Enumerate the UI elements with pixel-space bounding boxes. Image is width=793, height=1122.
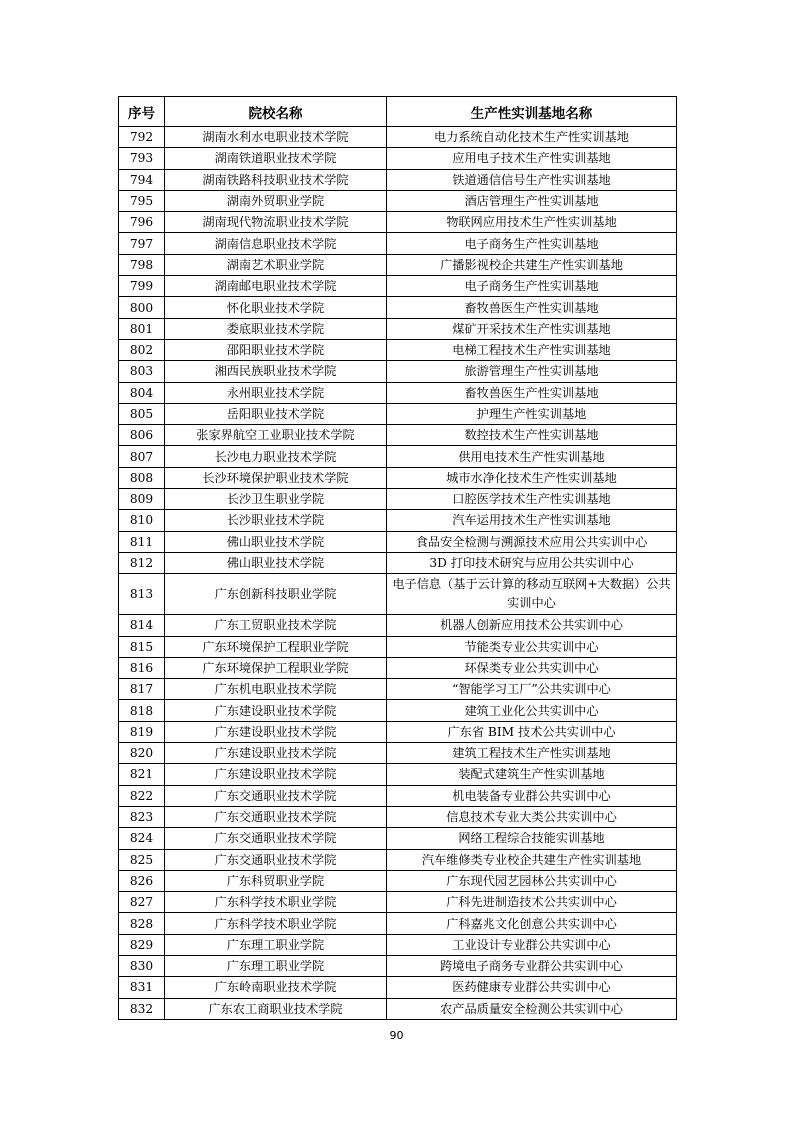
- row-school-name: 湖南外贸职业学院: [165, 190, 387, 211]
- row-base-name: 装配式建筑生产性实训基地: [387, 764, 677, 785]
- row-base-name: 网络工程综合技能实训基地: [387, 828, 677, 849]
- row-serial-number: 825: [119, 849, 165, 870]
- table-row: [119, 446, 677, 467]
- row-school-name: 广东理工职业学院: [165, 934, 387, 955]
- row-serial-number: 831: [119, 977, 165, 998]
- row-base-name: 建筑工程技术生产性实训基地: [387, 743, 677, 764]
- row-serial-number: 817: [119, 679, 165, 700]
- table-row: [119, 785, 677, 806]
- header-base-name: 生产性实训基地名称: [387, 97, 677, 127]
- row-serial-number: 806: [119, 425, 165, 446]
- row-school-name: 广东建设职业技术学院: [165, 721, 387, 742]
- row-school-name: 岳阳职业技术学院: [165, 403, 387, 424]
- row-base-name: 广科嘉兆文化创意公共实训中心: [387, 913, 677, 934]
- table-row: [119, 531, 677, 552]
- table-row: [119, 700, 677, 721]
- table-row: [119, 679, 677, 700]
- row-serial-number: 815: [119, 636, 165, 657]
- header-serial-number: 序号: [119, 97, 165, 127]
- row-school-name: 佛山职业技术学院: [165, 531, 387, 552]
- row-base-name: 节能类专业公共实训中心: [387, 636, 677, 657]
- row-base-name: 广东省 BIM 技术公共实训中心: [387, 721, 677, 742]
- row-serial-number: 801: [119, 318, 165, 339]
- row-serial-number: 803: [119, 361, 165, 382]
- row-serial-number: 829: [119, 934, 165, 955]
- row-base-name: 汽车运用技术生产性实训基地: [387, 510, 677, 531]
- row-school-name: 长沙职业技术学院: [165, 510, 387, 531]
- row-school-name: 长沙环境保护职业技术学院: [165, 467, 387, 488]
- row-base-name: 物联网应用技术生产性实训基地: [387, 212, 677, 233]
- table-row: [119, 233, 677, 254]
- table-row: [119, 977, 677, 998]
- row-school-name: 娄底职业技术学院: [165, 318, 387, 339]
- row-serial-number: 796: [119, 212, 165, 233]
- row-serial-number: 826: [119, 870, 165, 891]
- row-base-name: [387, 574, 677, 615]
- row-serial-number: 832: [119, 998, 165, 1019]
- table-row: [119, 403, 677, 424]
- row-base-name: 供用电技术生产性实训基地: [387, 446, 677, 467]
- row-school-name: 广东机电职业技术学院: [165, 679, 387, 700]
- row-base-name: 旅游管理生产性实训基地: [387, 361, 677, 382]
- row-serial-number: 798: [119, 254, 165, 275]
- row-serial-number: 793: [119, 148, 165, 169]
- table-row: [119, 148, 677, 169]
- row-school-name: 湘西民族职业技术学院: [165, 361, 387, 382]
- page-number: 90: [389, 1029, 404, 1042]
- row-base-name: 环保类专业公共实训中心: [387, 657, 677, 678]
- table-row: [119, 318, 677, 339]
- row-base-name: 跨境电子商务专业群公共实训中心: [387, 955, 677, 976]
- row-serial-number: 821: [119, 764, 165, 785]
- row-base-name: 铁道通信信号生产性实训基地: [387, 169, 677, 190]
- row-serial-number: 810: [119, 510, 165, 531]
- row-serial-number: 808: [119, 467, 165, 488]
- table-row: [119, 657, 677, 678]
- row-base-name: 广科先进制造技术公共实训中心: [387, 892, 677, 913]
- row-base-name: 畜牧兽医生产性实训基地: [387, 297, 677, 318]
- row-school-name: 广东科学技术职业学院: [165, 913, 387, 934]
- row-serial-number: 809: [119, 489, 165, 510]
- table-row: [119, 510, 677, 531]
- row-base-name: 酒店管理生产性实训基地: [387, 190, 677, 211]
- table-body: [119, 127, 677, 1020]
- row-base-name: 建筑工业化公共实训中心: [387, 700, 677, 721]
- table-row: [119, 297, 677, 318]
- row-school-name: 广东建设职业技术学院: [165, 764, 387, 785]
- table-row: [119, 998, 677, 1019]
- row-school-name: 广东科贸职业学院: [165, 870, 387, 891]
- row-base-name: 医药健康专业群公共实训中心: [387, 977, 677, 998]
- row-serial-number: 816: [119, 657, 165, 678]
- row-school-name: 湖南艺术职业学院: [165, 254, 387, 275]
- row-serial-number: 819: [119, 721, 165, 742]
- row-base-name: 煤矿开采技术生产性实训基地: [387, 318, 677, 339]
- row-base-name: 护理生产性实训基地: [387, 403, 677, 424]
- header-school-name: 院校名称: [165, 97, 387, 127]
- row-base-name: 电子商务生产性实训基地: [387, 233, 677, 254]
- row-school-name: 广东农工商职业技术学院: [165, 998, 387, 1019]
- row-serial-number: 794: [119, 169, 165, 190]
- row-base-name: 广东现代园艺园林公共实训中心: [387, 870, 677, 891]
- row-school-name: 佛山职业技术学院: [165, 552, 387, 573]
- table-row: [119, 276, 677, 297]
- row-serial-number: 823: [119, 806, 165, 827]
- row-base-name: 3D 打印技术研究与应用公共实训中心: [387, 552, 677, 573]
- table-row: [119, 574, 677, 615]
- row-school-name: 广东理工职业学院: [165, 955, 387, 976]
- row-serial-number: 800: [119, 297, 165, 318]
- row-base-name: 信息技术专业大类公共实训中心: [387, 806, 677, 827]
- row-school-name: 广东建设职业技术学院: [165, 743, 387, 764]
- row-base-name-text: 电子信息（基于云计算的移动互联网+大数据）公共实训中心: [392, 577, 671, 611]
- table-row: [119, 892, 677, 913]
- table-row: [119, 361, 677, 382]
- row-school-name: 湖南邮电职业技术学院: [165, 276, 387, 297]
- row-serial-number: 804: [119, 382, 165, 403]
- table-row: [119, 339, 677, 360]
- table-row: [119, 721, 677, 742]
- row-school-name: 广东创新科技职业学院: [165, 574, 387, 615]
- row-base-name: 汽车维修类专业校企共建生产性实训基地: [387, 849, 677, 870]
- table-row: [119, 955, 677, 976]
- row-school-name: 湖南现代物流职业技术学院: [165, 212, 387, 233]
- table-row: [119, 169, 677, 190]
- row-school-name: 广东工贸职业技术学院: [165, 615, 387, 636]
- row-school-name: 湖南水利水电职业技术学院: [165, 127, 387, 148]
- row-serial-number: 799: [119, 276, 165, 297]
- row-school-name: 邵阳职业技术学院: [165, 339, 387, 360]
- row-serial-number: 818: [119, 700, 165, 721]
- row-school-name: 广东建设职业技术学院: [165, 700, 387, 721]
- row-school-name: 广东岭南职业技术学院: [165, 977, 387, 998]
- row-serial-number: 830: [119, 955, 165, 976]
- row-serial-number: 811: [119, 531, 165, 552]
- table-row: [119, 127, 677, 148]
- table-row: [119, 425, 677, 446]
- row-school-name: 永州职业技术学院: [165, 382, 387, 403]
- row-school-name: 张家界航空工业职业技术学院: [165, 425, 387, 446]
- table-row: [119, 764, 677, 785]
- table-row: [119, 636, 677, 657]
- row-school-name: 长沙电力职业技术学院: [165, 446, 387, 467]
- table-row: [119, 552, 677, 573]
- row-serial-number: 820: [119, 743, 165, 764]
- row-serial-number: 828: [119, 913, 165, 934]
- table-row: [119, 870, 677, 891]
- row-base-name: 数控技术生产性实训基地: [387, 425, 677, 446]
- table-row: [119, 382, 677, 403]
- row-serial-number: 812: [119, 552, 165, 573]
- row-base-name: 畜牧兽医生产性实训基地: [387, 382, 677, 403]
- row-serial-number: 822: [119, 785, 165, 806]
- row-base-name: 工业设计专业群公共实训中心: [387, 934, 677, 955]
- table-row: [119, 743, 677, 764]
- row-base-name: “智能学习工厂”公共实训中心: [387, 679, 677, 700]
- row-base-name: 农产品质量安全检测公共实训中心: [387, 998, 677, 1019]
- row-base-name: 电力系统自动化技术生产性实训基地: [387, 127, 677, 148]
- row-school-name: 广东交通职业技术学院: [165, 806, 387, 827]
- row-school-name: 长沙卫生职业学院: [165, 489, 387, 510]
- table-row: [119, 828, 677, 849]
- table-row: [119, 849, 677, 870]
- row-school-name: 湖南信息职业技术学院: [165, 233, 387, 254]
- row-base-name: 食品安全检测与溯源技术应用公共实训中心: [387, 531, 677, 552]
- row-school-name: 广东科学技术职业学院: [165, 892, 387, 913]
- row-school-name: 怀化职业技术学院: [165, 297, 387, 318]
- row-school-name: 广东交通职业技术学院: [165, 849, 387, 870]
- row-base-name: 电子商务生产性实训基地: [387, 276, 677, 297]
- row-school-name: 广东环境保护工程职业学院: [165, 657, 387, 678]
- table-row: [119, 254, 677, 275]
- row-school-name: 湖南铁路科技职业技术学院: [165, 169, 387, 190]
- row-school-name: 广东环境保护工程职业学院: [165, 636, 387, 657]
- table-row: [119, 190, 677, 211]
- row-base-name: 机器人创新应用技术公共实训中心: [387, 615, 677, 636]
- table-row: [119, 934, 677, 955]
- row-school-name: 广东交通职业技术学院: [165, 785, 387, 806]
- row-serial-number: 802: [119, 339, 165, 360]
- row-base-name: 应用电子技术生产性实训基地: [387, 148, 677, 169]
- row-serial-number: 827: [119, 892, 165, 913]
- row-school-name: 广东交通职业技术学院: [165, 828, 387, 849]
- row-serial-number: 797: [119, 233, 165, 254]
- row-school-name: 湖南铁道职业技术学院: [165, 148, 387, 169]
- row-base-name: 机电装备专业群公共实训中心: [387, 785, 677, 806]
- table-row: [119, 212, 677, 233]
- table-row: [119, 913, 677, 934]
- row-base-name: 口腔医学技术生产性实训基地: [387, 489, 677, 510]
- table-row: [119, 489, 677, 510]
- row-base-name: 广播影视校企共建生产性实训基地: [387, 254, 677, 275]
- row-base-name: 电梯工程技术生产性实训基地: [387, 339, 677, 360]
- row-serial-number: 807: [119, 446, 165, 467]
- training-base-table: [118, 96, 677, 1020]
- row-serial-number: 813: [119, 574, 165, 615]
- table-row: [119, 467, 677, 488]
- row-base-name: 城市水净化技术生产性实训基地: [387, 467, 677, 488]
- row-serial-number: 805: [119, 403, 165, 424]
- row-serial-number: 792: [119, 127, 165, 148]
- row-serial-number: 814: [119, 615, 165, 636]
- row-serial-number: 824: [119, 828, 165, 849]
- table-row: [119, 615, 677, 636]
- table-row: [119, 806, 677, 827]
- row-serial-number: 795: [119, 190, 165, 211]
- table-header-row: [119, 97, 677, 127]
